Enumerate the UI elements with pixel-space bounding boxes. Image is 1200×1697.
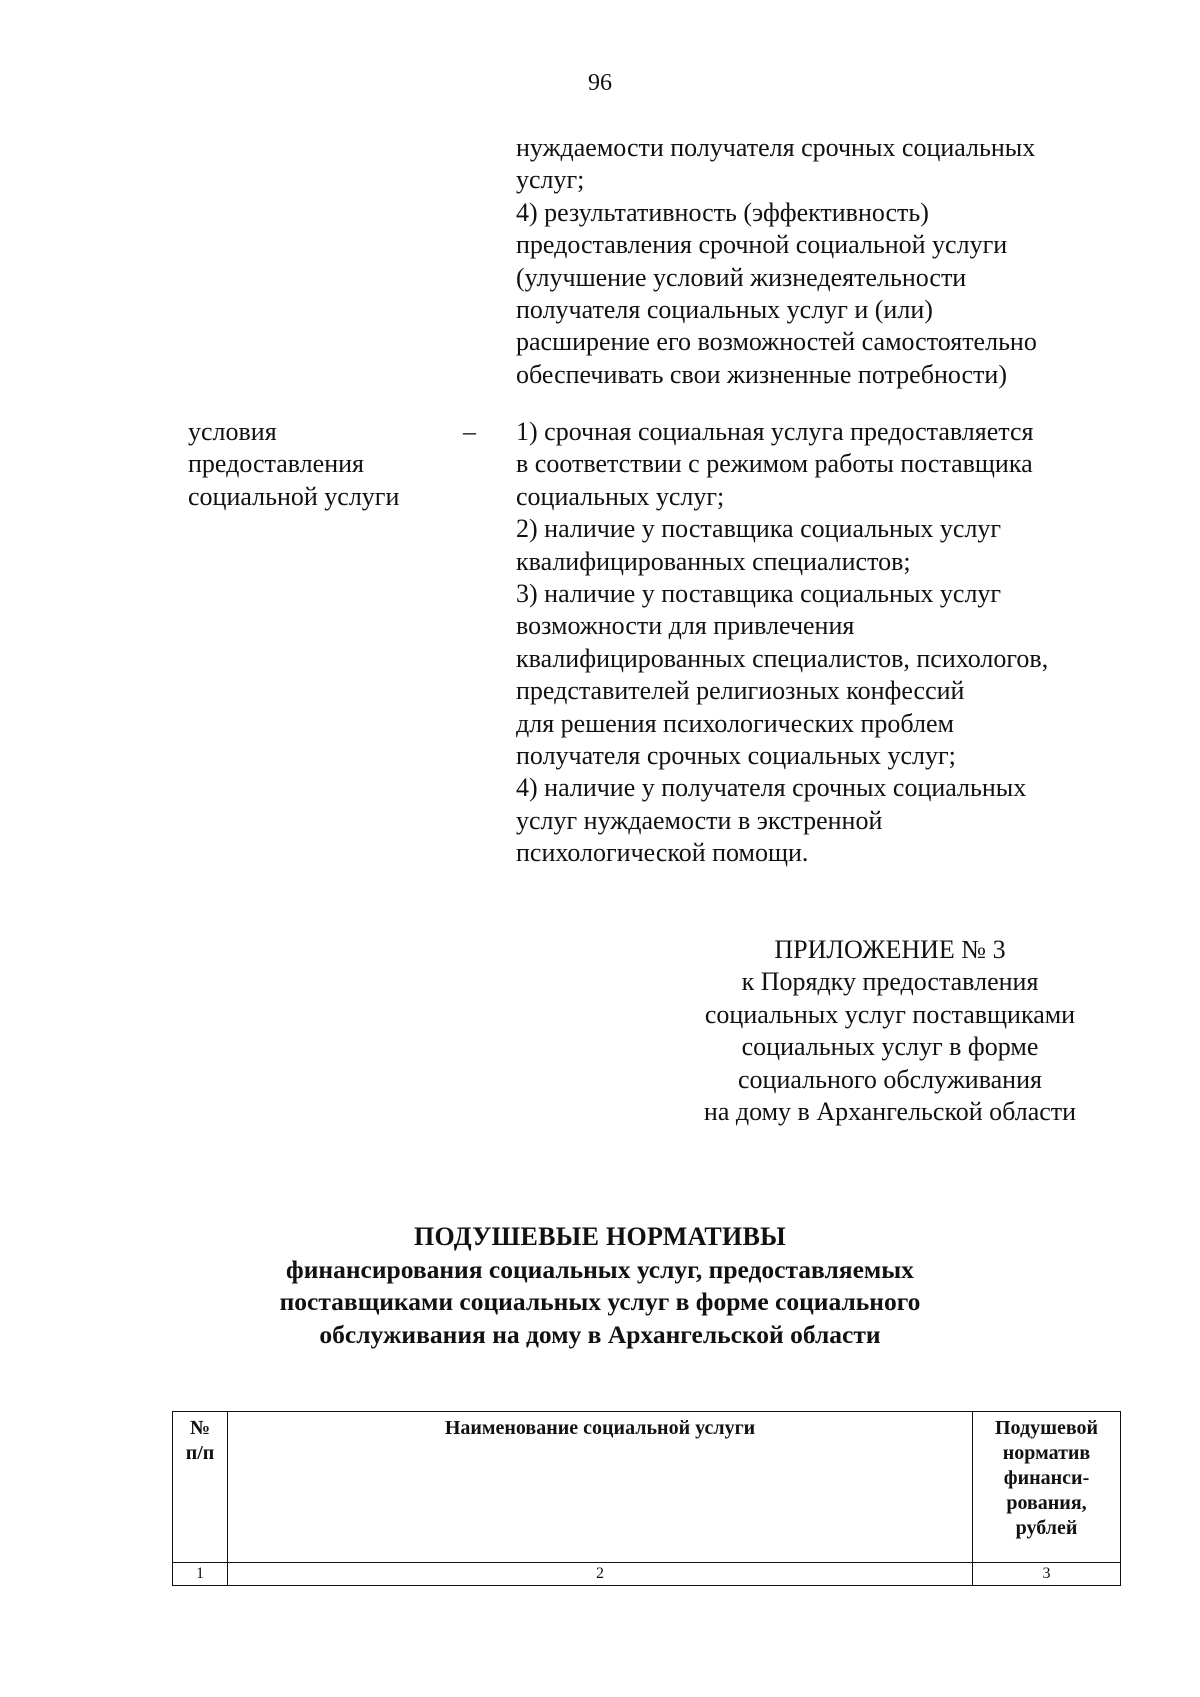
text-line: расширение его возможностей самостоятельно [516,327,1037,357]
condition-item-3 [516,578,1176,772]
text-line: 1) срочная социальная услуга предоставляется [516,417,1034,446]
title-subtitle [0,1254,1200,1351]
subtitle-line: финансирования социальных услуг, предоставляемых [286,1255,914,1284]
table-row [173,1563,1121,1586]
header-number [173,1412,228,1563]
conditions-list [516,416,1176,870]
condition-item-1 [516,416,1176,513]
appendix-line: социальных услуг поставщиками [704,999,1076,1029]
subtitle-line: обслуживания на дому в Архангельской области [319,1319,881,1349]
appendix-header [660,934,1120,1128]
table-cell: 3 [973,1563,1121,1586]
norms-table [172,1411,1121,1586]
text-line: в соответствии с режимом работы поставщика [516,449,1033,479]
text-line: возможности для привлечения [516,611,855,641]
term-line: условия [188,417,277,446]
table-header-row [173,1412,1121,1563]
text-line: получателя срочных социальных услуг; [516,741,956,771]
text-line: (улучшение условий жизнедеятельности [516,262,967,292]
text-line: квалифицированных специалистов; [516,546,911,576]
service-criteria-continuation [516,132,1156,391]
text-line: 4) результативность (эффективность) [516,197,929,227]
title-main: ПОДУШЕВЫЕ НОРМАТИВЫ [413,1222,787,1251]
text-line: услуг нуждаемости в экстренной [516,805,883,835]
header-norm-line: рования, [1006,1492,1087,1514]
term-line: социальной услуги [188,481,400,511]
header-norm-line: норматив [1002,1442,1091,1464]
text-line: 3) наличие у поставщика социальных услуг [516,579,1002,609]
text-line: социальных услуг; [516,481,725,511]
appendix-line: на дому в Архангельской области [703,1097,1077,1127]
header-norm-line: финанси- [1003,1467,1090,1489]
subtitle-line: поставщиками социальных услуг в форме социального [279,1287,921,1317]
definition-dash: – [463,417,476,446]
table-cell: 1 [173,1563,228,1586]
page-number: 96 [588,70,612,96]
header-service-name: Наименование социальной услуги [228,1412,973,1563]
text-line: 2) наличие у поставщика социальных услуг [516,514,1002,544]
text-line: квалифицированных специалистов, психологов, [516,643,1049,673]
text-line: обеспечивать свои жизненные потребности) [516,359,1007,389]
text-line: получателя социальных услуг и (или) [516,295,933,325]
text-line: психологической помощи. [516,838,809,868]
header-norm [973,1412,1121,1563]
condition-item-2 [516,513,1176,578]
text-line: для решения психологических проблем [516,708,954,738]
text-line: предоставления срочной социальной услуги [516,230,1008,260]
text-line: 4) наличие у получателя срочных социальных [516,773,1027,803]
header-norm-line: Подушевой [994,1417,1099,1439]
header-norm-line: рублей [1015,1517,1078,1539]
text-line: услуг; [516,165,585,195]
condition-item-4 [516,772,1176,869]
appendix-line: социальных услуг в форме [741,1032,1039,1062]
appendix-line: социального обслуживания [738,1064,1042,1094]
text-line: нуждаемости получателя срочных социальных [516,133,1036,162]
term-line: предоставления [188,449,364,479]
appendix-line: к Порядку предоставления [741,967,1039,997]
document-title [0,1220,1200,1351]
conditions-term [188,416,448,513]
appendix-heading: ПРИЛОЖЕНИЕ № 3 [774,935,1006,964]
header-number-line: № [189,1417,211,1439]
header-number-line: п/п [185,1442,215,1464]
table-cell: 2 [228,1563,973,1586]
text-line: представителей религиозных конфессий [516,676,965,706]
